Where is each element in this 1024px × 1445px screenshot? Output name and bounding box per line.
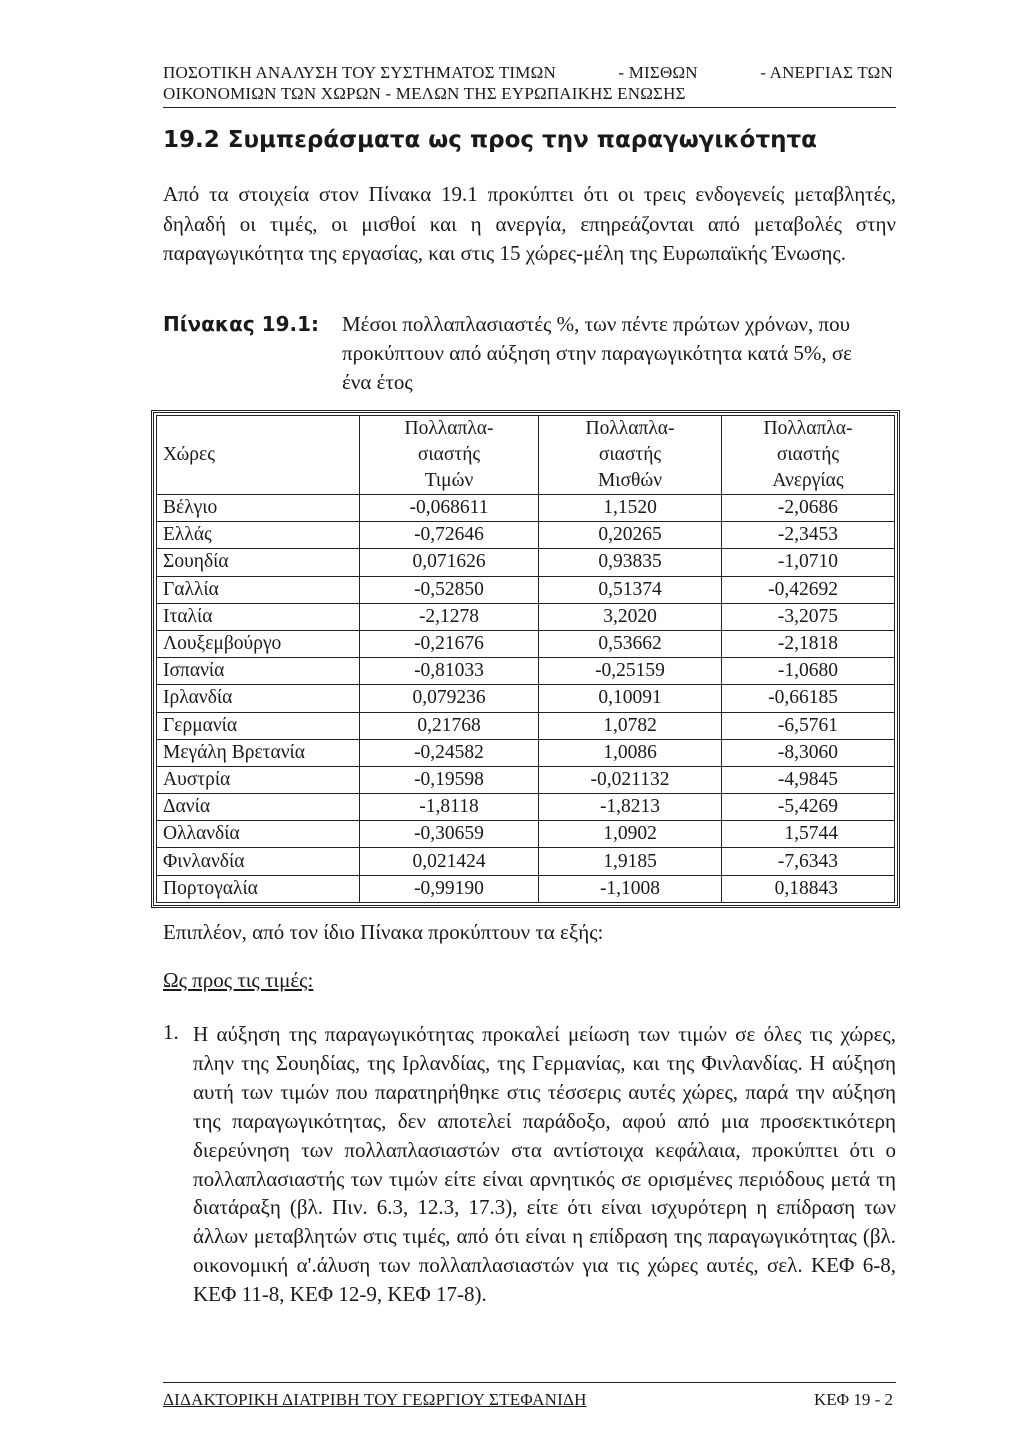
cell-wage: -1,1008 (539, 875, 722, 902)
footer-rule (163, 1382, 896, 1383)
table-row (157, 603, 895, 630)
header-price-line-2: σιαστής (417, 444, 481, 465)
section-title: 19.2 Συμπεράσματα ως προς την παραγωγικότητα (163, 127, 817, 153)
cell-price: -0,068611 (360, 495, 539, 522)
header-wage-line-2: σιαστής (598, 444, 662, 465)
cell-country: Φινλανδία (157, 848, 360, 875)
cell-price: -0,72646 (360, 522, 539, 549)
after-table-text: Επιπλέον, από τον ίδιο Πίνακα προκύπτουν τα εξής: (163, 920, 604, 944)
cell-wage: 0,53662 (539, 630, 722, 657)
cell-country: Πορτογαλία (157, 875, 360, 902)
cell-price: -1,8118 (360, 794, 539, 821)
cell-country: Βέλγιο (157, 495, 360, 522)
list-item-text: Η αύξηση της παραγωγικότητας προκαλεί μείωση των τιμών σε όλες τις χώρες, πλην της Σουηδίας, της Ιρλανδίας, της Γερμανίας, και της Φινλανδίας. Η αύξηση αυτή των τιμών που παρατηρήθηκε στις τέσσερις αυτές χώρες, παρά την αύξηση της παραγωγικότητας, δεν αποτελεί παράδοξο, αφού από μια προσεκτικότερη διερεύνηση των πολλαπλασιαστών στα αντίστοιχα κεφάλαια, προκύπτει ότι ο πολλαπλασιαστής των τιμών είτε είναι αρνητικός σε ορισμένες περιόδους μετά τη διατάραξη (βλ. Πιν. 6.3, 12.3, 17.3), είτε ότι είναι ισχυρότερη η επίδραση των άλλων μεταβλητών στις τιμές, από ότι είναι η επίδραση της παραγωγικότητας (βλ. οικονομική α'.άλυση των πολλαπλασιαστών για τις χώρες αυτές, σελ. ΚΕΦ 6-8, ΚΕΦ 11-8, ΚΕΦ 12-9, ΚΕΦ 17-8). (193, 1022, 896, 1307)
cell-wage: 0,20265 (539, 522, 722, 549)
header-price-line-3: Τιμών (424, 470, 474, 491)
table-row (157, 549, 895, 576)
table-row (157, 658, 895, 685)
table-row (157, 576, 895, 603)
cell-unemployment: -2,0686 (722, 495, 895, 522)
cell-price: 0,071626 (360, 549, 539, 576)
cell-country: Ιταλία (157, 603, 360, 630)
cell-wage: 0,10091 (539, 685, 722, 712)
cell-wage: 0,51374 (539, 576, 722, 603)
table-row (157, 739, 895, 766)
cell-wage: 3,2020 (539, 603, 722, 630)
results-table (156, 415, 895, 903)
table-row (157, 766, 895, 793)
cell-price: -0,30659 (360, 821, 539, 848)
header-unemployment-line-3: Ανεργίας (772, 470, 844, 491)
cell-unemployment: -5,4269 (722, 794, 895, 821)
cell-unemployment: -0,42692 (722, 576, 895, 603)
running-header-line-1 (163, 62, 893, 83)
table-row (157, 848, 895, 875)
list-item-number: 1. (163, 1020, 179, 1044)
cell-unemployment: 0,18843 (722, 875, 895, 902)
table-row (157, 794, 895, 821)
cell-unemployment: -1,0680 (722, 658, 895, 685)
cell-country: Λουξεμβούργο (157, 630, 360, 657)
cell-wage: 1,0902 (539, 821, 722, 848)
table-caption-text: Μέσοι πολλαπλασιαστές %, των πέντε πρώτων χρόνων, που προκύπτουν από αύξηση στην παραγωγικότητα κατά 5%, σε ένα έτος (342, 312, 852, 394)
table-body (157, 495, 895, 903)
running-header (163, 62, 893, 104)
cell-wage: 1,0086 (539, 739, 722, 766)
cell-price: -0,81033 (360, 658, 539, 685)
cell-unemployment: -2,3453 (722, 522, 895, 549)
cell-unemployment: -2,1818 (722, 630, 895, 657)
cell-unemployment: -6,5761 (722, 712, 895, 739)
cell-price: -0,21676 (360, 630, 539, 657)
header-wage-multiplier (539, 416, 722, 495)
cell-wage: 1,9185 (539, 848, 722, 875)
cell-wage: -0,25159 (539, 658, 722, 685)
table-row (157, 821, 895, 848)
running-header-part-2: - ΜΙΣΘΩΝ (618, 63, 698, 82)
cell-country: Ισπανία (157, 658, 360, 685)
results-table-frame (151, 410, 900, 908)
cell-country: Γαλλία (157, 576, 360, 603)
cell-price: 0,021424 (360, 848, 539, 875)
footer-thesis-title: ΔΙΔΑΚΤΟΡΙΚΗ ΔΙΑΤΡΙΒΗ ΤΟΥ ΓΕΩΡΓΙΟΥ ΣΤΕΦΑΝΙΔΗ (163, 1390, 587, 1409)
running-header-line-2: ΟΙΚΟΝΟΜΙΩΝ ΤΩΝ ΧΩΡΩΝ - ΜΕΛΩΝ ΤΗΣ ΕΥΡΩΠΑΙΚΗΣ ΕΝΩΣΗΣ (163, 84, 686, 103)
table-row (157, 875, 895, 902)
running-header-part-1: ΠΟΣΟΤΙΚΗ ΑΝΑΛΥΣΗ ΤΟΥ ΣΥΣΤΗΜΑΤΟΣ ΤΙΜΩΝ (163, 63, 556, 82)
header-price-line-1: Πολλαπλα- (404, 418, 494, 439)
cell-price: 0,21768 (360, 712, 539, 739)
cell-unemployment: 1,5744 (722, 821, 895, 848)
cell-unemployment: -4,9845 (722, 766, 895, 793)
header-countries: Χώρες (157, 416, 360, 495)
intro-paragraph: Από τα στοιχεία στον Πίνακα 19.1 προκύπτει ότι οι τρεις ενδογενείς μεταβλητές, δηλαδή οι τιμές, οι μισθοί και η ανεργία, επηρεάζονται από μεταβολές στην παραγωγικότητα της εργασίας, και στις 15 χώρες-μέλη της Ευρωπαϊκής Ένωσης. (163, 182, 896, 265)
table-row (157, 712, 895, 739)
cell-wage: 1,0782 (539, 712, 722, 739)
cell-unemployment: -3,2075 (722, 603, 895, 630)
cell-country: Ιρλανδία (157, 685, 360, 712)
cell-country: Δανία (157, 794, 360, 821)
header-unemployment-line-2: σιαστής (776, 444, 840, 465)
cell-wage: 0,93835 (539, 549, 722, 576)
cell-price: 0,079236 (360, 685, 539, 712)
cell-unemployment: -7,6343 (722, 848, 895, 875)
running-header-part-3: - ΑΝΕΡΓΙΑΣ ΤΩΝ (760, 63, 893, 82)
table-row (157, 495, 895, 522)
cell-price: -0,52850 (360, 576, 539, 603)
table-caption-label: Πίνακας 19.1: (163, 312, 320, 336)
table-row (157, 630, 895, 657)
table-row (157, 522, 895, 549)
cell-country: Μεγάλη Βρετανία (157, 739, 360, 766)
header-rule (163, 107, 896, 108)
cell-country: Γερμανία (157, 712, 360, 739)
cell-country: Ελλάς (157, 522, 360, 549)
cell-price: -0,24582 (360, 739, 539, 766)
header-unemployment-multiplier (722, 416, 895, 495)
cell-country: Αυστρία (157, 766, 360, 793)
cell-wage: -0,021132 (539, 766, 722, 793)
header-wage-line-1: Πολλαπλα- (585, 418, 675, 439)
prices-subheading: Ως προς τις τιμές: (163, 968, 314, 992)
footer-page-number: ΚΕΦ 19 - 2 (814, 1390, 893, 1409)
cell-price: -0,99190 (360, 875, 539, 902)
header-wage-line-3: Μισθών (597, 470, 663, 491)
cell-country: Ολλανδία (157, 821, 360, 848)
cell-country: Σουηδία (157, 549, 360, 576)
table-row (157, 685, 895, 712)
header-unemployment-line-1: Πολλαπλα- (763, 418, 853, 439)
cell-unemployment: -1,0710 (722, 549, 895, 576)
cell-price: -0,19598 (360, 766, 539, 793)
cell-wage: 1,1520 (539, 495, 722, 522)
header-price-multiplier (360, 416, 539, 495)
cell-wage: -1,8213 (539, 794, 722, 821)
cell-unemployment: -8,3060 (722, 739, 895, 766)
cell-unemployment: -0,66185 (722, 685, 895, 712)
cell-price: -2,1278 (360, 603, 539, 630)
table-header-row (157, 416, 895, 495)
